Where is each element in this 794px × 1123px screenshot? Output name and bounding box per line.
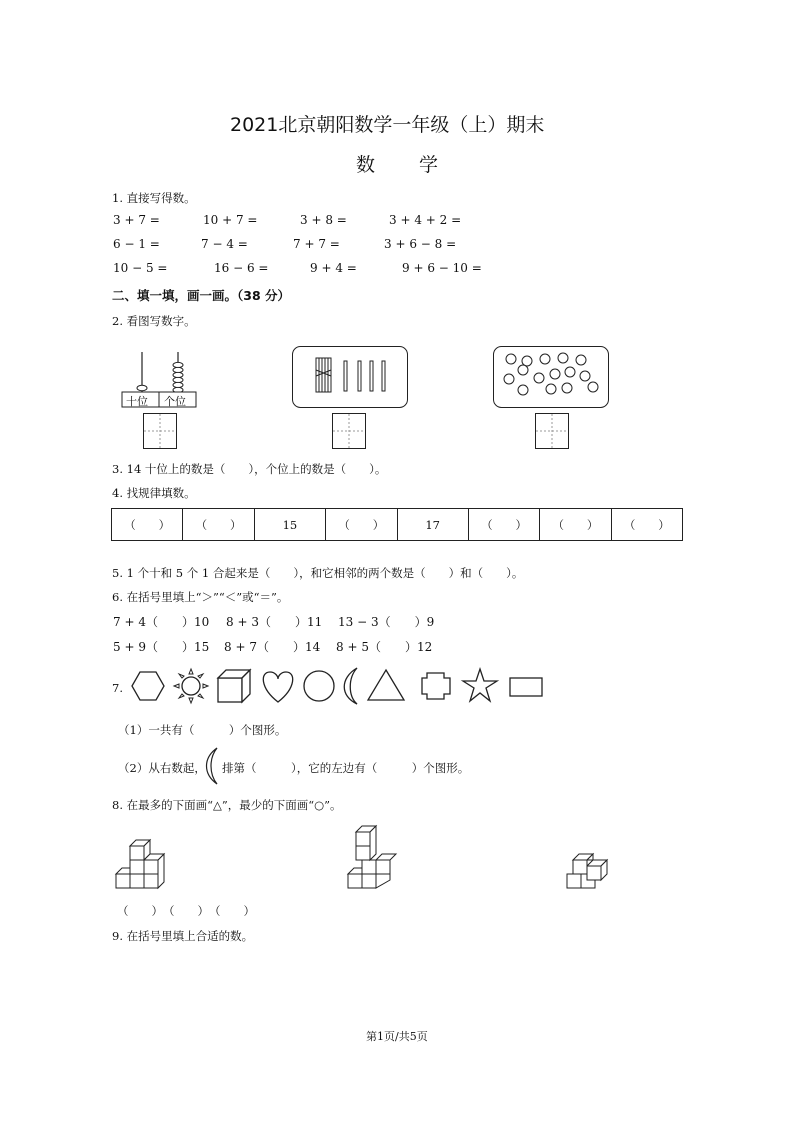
answer-box[interactable] — [143, 413, 177, 449]
sequence-cell: 15 — [254, 509, 325, 541]
shapes-row — [128, 666, 548, 706]
q1-eq: 3 + 4 + 2 = — [389, 213, 462, 227]
sequence-cell[interactable]: （ ） — [112, 509, 183, 541]
q7-part2-before: （2）从右数起， — [118, 761, 206, 775]
q7-part1: （1）一共有（ ）个图形。 — [118, 723, 287, 737]
heart-icon — [263, 672, 292, 702]
star-icon — [463, 669, 497, 701]
sequence-cell[interactable]: （ ） — [611, 509, 682, 541]
cube-stack-figure — [114, 838, 168, 892]
q2-label: 2. 看图写数字。 — [112, 314, 196, 328]
cross-shape-icon — [422, 673, 450, 699]
q6-item: 8 + 3（ ）11 — [226, 615, 323, 629]
q4-label: 4. 找规律填数。 — [112, 486, 196, 500]
document-title: 2021北京朝阳数学一年级（上）期末 — [230, 114, 545, 136]
crescent-icon — [203, 746, 221, 786]
q1-eq: 10 − 5 = — [113, 261, 168, 275]
abacus-tens-label: 十位 — [126, 395, 148, 408]
cube-stack-figure — [344, 822, 394, 892]
q8-answers[interactable]: （ ） （ ） （ ） — [117, 904, 255, 918]
q6-label: 6. 在括号里填上“＞”“＜”或“＝”。 — [112, 590, 289, 604]
sticks-figure — [292, 346, 408, 408]
abacus-ones-label: 个位 — [164, 395, 186, 408]
q1-eq: 3 + 6 − 8 = — [384, 237, 457, 251]
q1-eq: 9 + 4 = — [310, 261, 357, 275]
sequence-cell[interactable]: （ ） — [468, 509, 539, 541]
q6-item: 13 − 3（ ）9 — [338, 615, 435, 629]
triangle-icon — [368, 670, 404, 700]
sun-icon — [182, 677, 200, 695]
page-footer: 第1页/共5页 — [366, 1030, 428, 1043]
q5-text: 5. 1 个十和 5 个 1 合起来是（ ），和它相邻的两个数是（ ）和（ ）。 — [112, 566, 524, 580]
q6-item: 7 + 4（ ）10 — [113, 615, 210, 629]
sequence-cell[interactable]: （ ） — [183, 509, 254, 541]
section-heading: 二、填一填，画一画。（38 分） — [112, 288, 290, 303]
q6-item: 8 + 5（ ）12 — [336, 640, 433, 654]
sequence-cell[interactable]: （ ） — [540, 509, 611, 541]
q6-item: 8 + 7（ ）14 — [224, 640, 321, 654]
q1-eq: 16 − 6 = — [214, 261, 269, 275]
q6-item: 5 + 9（ ）15 — [113, 640, 210, 654]
cube-stack-figure — [565, 852, 609, 892]
sequence-table — [111, 508, 683, 541]
answer-box[interactable] — [535, 413, 569, 449]
q1-eq: 7 − 4 = — [201, 237, 248, 251]
q1-label: 1. 直接写得数。 — [112, 191, 196, 205]
hexagon-icon — [132, 672, 164, 700]
apples-figure — [493, 346, 609, 408]
q3-text: 3. 14 十位上的数是（ ），个位上的数是（ ）。 — [112, 462, 387, 476]
q1-eq: 10 + 7 = — [203, 213, 258, 227]
subject-title: 数 学 — [356, 154, 441, 176]
q9-label: 9. 在括号里填上合适的数。 — [112, 929, 254, 943]
q7-part2-after: 排第（ ），它的左边有（ ）个图形。 — [222, 761, 470, 775]
q1-eq: 6 − 1 = — [113, 237, 160, 251]
q1-eq: 3 + 8 = — [300, 213, 347, 227]
rectangle-icon — [510, 678, 542, 696]
cube-icon — [218, 678, 242, 702]
q8-label: 8. 在最多的下面画“△”，最少的下面画“○”。 — [112, 798, 342, 812]
sequence-cell: 17 — [397, 509, 468, 541]
q1-eq: 9 + 6 − 10 = — [402, 261, 482, 275]
circle-icon — [304, 671, 334, 701]
q7-label: 7. — [112, 681, 123, 695]
answer-box[interactable] — [332, 413, 366, 449]
crescent-icon — [344, 668, 357, 704]
q1-eq: 7 + 7 = — [293, 237, 340, 251]
q1-eq: 3 + 7 = — [113, 213, 160, 227]
sequence-cell[interactable]: （ ） — [326, 509, 397, 541]
